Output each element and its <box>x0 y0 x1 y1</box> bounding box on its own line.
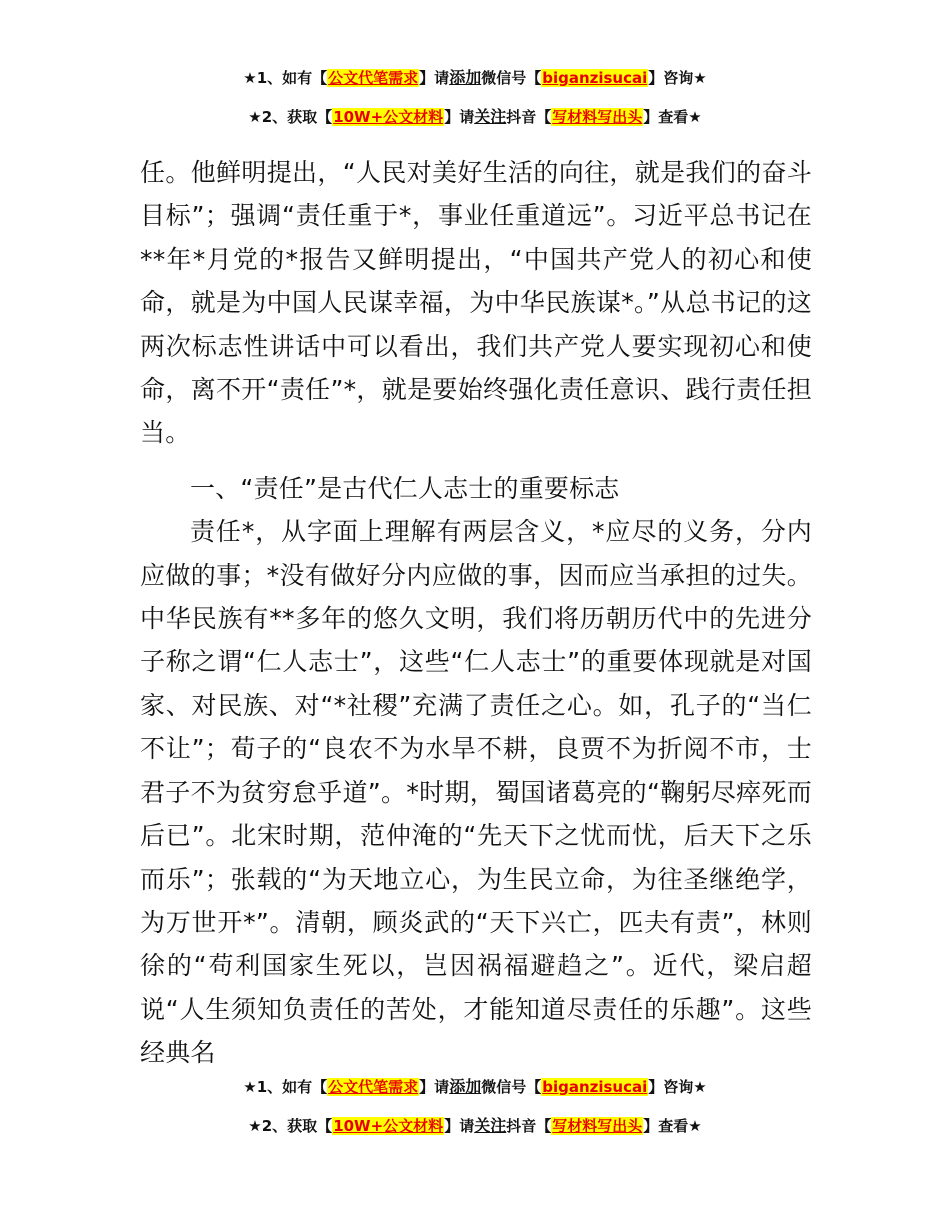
promo-text: 】请 <box>444 108 475 126</box>
promo-text: 】请 <box>419 1078 450 1096</box>
promo-emphasis: 关注 <box>474 107 507 126</box>
promo-highlight: 10W+公文材料 <box>333 1117 444 1135</box>
promo-text: 】请 <box>444 1117 475 1135</box>
promo-text: 微信号【 <box>481 1078 542 1096</box>
document-body <box>140 151 812 1075</box>
promo-text: 】请 <box>419 69 450 87</box>
promo-text: ★2、获取【 <box>248 108 333 126</box>
promo-text: 】查看★ <box>643 108 702 126</box>
promo-highlight: 公文代笔需求 <box>328 1078 419 1096</box>
paragraph: 责任*，从字面上理解有两层含义，*应尽的义务，分内应做的事；*没有做好分内应做的事，因而应当承担的过失。中华民族有**多年的悠久文明，我们将历朝历代中的先进分子称之谓“仁人志士”，这些“仁人志士”的重要体现就是对国家、对民族、对“*社稷”充满了责任之心。如，孔子的“当仁不让”；荀子的“良农不为水旱不耕，良贾不为折阅不市，士君子不为贫穷怠乎道”。*时期，蜀国诸葛亮的“鞠躬尽瘁死而后已”。北宋时期，范仲淹的“先天下之忧而忧，后天下之乐而乐”；张载的“为天地立心，为生民立命，为往圣继绝学，为万世开*”。清朝，顾炎武的“天下兴亡，匹夫有责”，林则徐的“苟利国家生死以，岂因祸福避趋之”。近代，梁启超说“人生须知负责任的苦处，才能知道尽责任的乐趣”。这些经典名 <box>140 517 812 1068</box>
promo-text: 】查看★ <box>643 1117 702 1135</box>
promo-emphasis: 添加 <box>449 68 482 87</box>
promo-text: 微信号【 <box>481 69 542 87</box>
promo-douyin-id: 写材料写出头 <box>552 108 643 126</box>
promo-line-1-top <box>0 68 950 88</box>
promo-line-1-bottom <box>0 1077 950 1097</box>
promo-wechat-id: biganzisucai <box>542 69 648 87</box>
paragraph: 任。他鲜明提出，“人民对美好生活的向往，就是我们的奋斗目标”；强调“责任重于*，事业任重道远”。习近平总书记在**年*月党的*报告又鲜明提出，“中国共产党人的初心和使命，就是为中国人民谋幸福，为中华民族谋*。”从总书记的这两次标志性讲话中可以看出，我们共产党人要实现初心和使命，离不开“责任”*，就是要始终强化责任意识、践行责任担当。 <box>140 158 812 448</box>
promo-highlight: 公文代笔需求 <box>328 69 419 87</box>
promo-text: 】咨询★ <box>648 1078 707 1096</box>
promo-emphasis: 关注 <box>474 1116 507 1135</box>
promo-text: ★2、获取【 <box>248 1117 333 1135</box>
section-heading: 一、“责任”是古代仁人志士的重要标志 <box>190 473 620 503</box>
promo-wechat-id: biganzisucai <box>542 1078 648 1096</box>
promo-emphasis: 添加 <box>449 1077 482 1096</box>
promo-text: ★1、如有【 <box>243 69 328 87</box>
promo-line-2-top <box>0 107 950 127</box>
promo-highlight: 10W+公文材料 <box>333 108 444 126</box>
promo-line-2-bottom <box>0 1116 950 1136</box>
promo-text: 】咨询★ <box>648 69 707 87</box>
promo-text: 抖音【 <box>506 108 552 126</box>
promo-text: 抖音【 <box>506 1117 552 1135</box>
promo-douyin-id: 写材料写出头 <box>552 1117 643 1135</box>
promo-text: ★1、如有【 <box>243 1078 328 1096</box>
